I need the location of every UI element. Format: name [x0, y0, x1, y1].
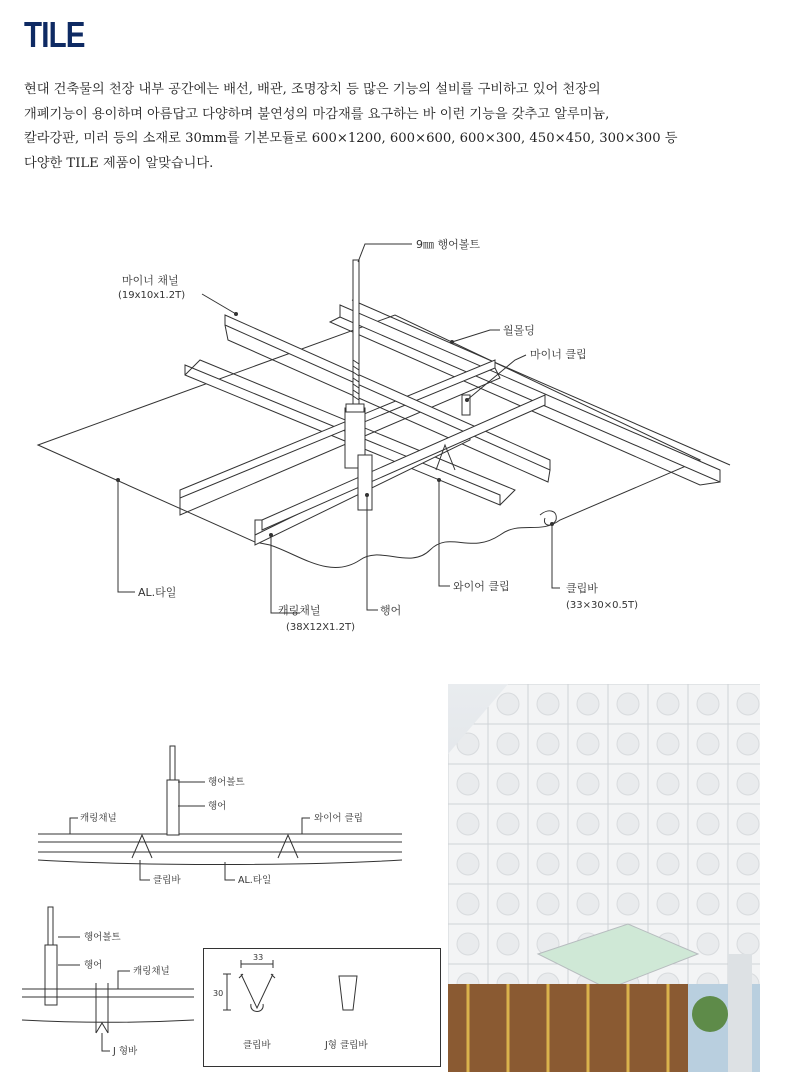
label-hanger: 행어	[380, 604, 402, 617]
label-wall-molding: 월몰딩	[503, 324, 535, 337]
section-label-hanger: 행어	[208, 801, 227, 812]
intro-line: 다양한 TILE 제품이 알맞습니다.	[24, 155, 214, 171]
ceiling-photo	[448, 684, 760, 1072]
profile-label-j-clip-bar: J형 클립바	[325, 1040, 368, 1051]
intro-line: 칼라강판, 미러 등의 소재로 30mm를 기본모듈로 600×1200, 600×600, 600×300, 450×450, 300×300 등	[24, 131, 678, 146]
section-label-hanger-bolt: 행어볼트	[208, 777, 245, 788]
section-wire-clip-2	[278, 835, 298, 858]
section-label-al-tile: AL.타일	[238, 875, 272, 886]
profile-label-clip-bar: 클립바	[243, 1040, 271, 1051]
intro-line: 개폐기능이 용이하며 아름답고 다양하며 불연성의 마감재를 요구하는 바 이런 기능을 갖추고 알루미늄,	[24, 106, 610, 122]
section-label-carrying-channel: 캐링채널	[80, 813, 117, 824]
label-minor-channel: 마이너 채널	[122, 274, 179, 287]
label-wire-clip: 와이어 클립	[453, 580, 510, 593]
profile-height-dim: 30	[213, 989, 224, 998]
label-clip-bar-spec: (33×30×0.5T)	[566, 600, 639, 611]
section-label-clip-bar: 클립바	[153, 875, 181, 886]
page-title: TILE	[24, 14, 85, 55]
j-label-hanger: 행어	[84, 960, 103, 971]
j-bar-diagram	[18, 905, 198, 1065]
main-ceiling-diagram	[0, 220, 799, 640]
section-label-wire-clip: 와이어 클립	[314, 813, 363, 824]
section-diagram	[20, 740, 420, 900]
intro-line: 현대 건축물의 천장 내부 공간에는 배선, 배관, 조명장치 등 많은 기능의 설비를 구비하고 있어 천장의	[24, 82, 601, 97]
label-minor-clip: 마이너 클립	[530, 348, 587, 361]
section-hanger	[167, 780, 179, 835]
label-clip-bar: 클립바	[566, 582, 598, 595]
profile-box	[203, 948, 441, 1068]
profile-width-dim: 33	[253, 953, 264, 962]
j-label-hanger-bolt: 행어볼트	[84, 932, 121, 943]
label-hanger-bolt: 9㎜ 행어볼트	[416, 238, 480, 251]
j-label-j-bar: J 형바	[113, 1046, 138, 1057]
j-label-carrying-channel: 캐링채널	[133, 966, 170, 977]
label-carrying-channel: 캐링채널	[278, 604, 321, 617]
label-minor-channel-spec: (19x10x1.2T)	[118, 290, 186, 301]
section-wire-clip	[132, 835, 152, 858]
label-carrying-channel-spec: (38X12X1.2T)	[286, 622, 355, 633]
intro-paragraph	[24, 78, 776, 176]
label-al-tile: AL.타일	[138, 586, 177, 599]
